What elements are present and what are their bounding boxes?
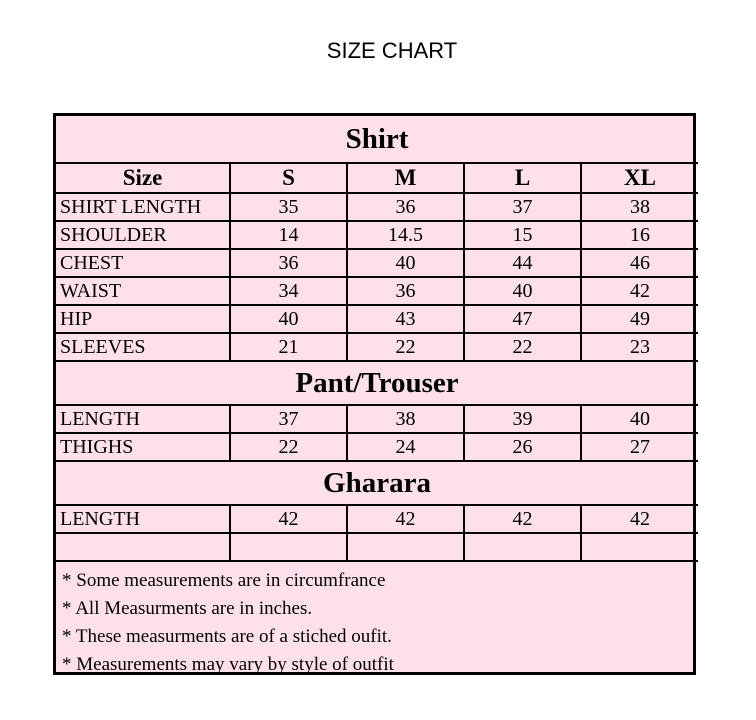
cell-value: 38 bbox=[347, 405, 464, 433]
cell-value: 40 bbox=[347, 249, 464, 277]
cell-value: 40 bbox=[581, 405, 698, 433]
row-label: SLEEVES bbox=[56, 333, 230, 361]
cell-value: 14 bbox=[230, 221, 347, 249]
table-row bbox=[56, 405, 698, 433]
row-label: SHOULDER bbox=[56, 221, 230, 249]
table-row bbox=[56, 505, 698, 533]
cell-value: 37 bbox=[464, 193, 581, 221]
cell-value: 22 bbox=[464, 333, 581, 361]
cell-value: 40 bbox=[464, 277, 581, 305]
table-row bbox=[56, 249, 698, 277]
cell-value: 26 bbox=[464, 433, 581, 461]
section-title: Shirt bbox=[56, 116, 698, 163]
section-header-shirt bbox=[56, 116, 698, 163]
cell-value: 37 bbox=[230, 405, 347, 433]
note-item: * These measurments are of a stiched oufit. bbox=[62, 626, 392, 647]
cell-value bbox=[347, 533, 464, 561]
cell-value bbox=[230, 533, 347, 561]
cell-value: 27 bbox=[581, 433, 698, 461]
section-header-gharara bbox=[56, 461, 698, 505]
cell-value: 47 bbox=[464, 305, 581, 333]
row-label bbox=[56, 533, 230, 561]
page-title: SIZE CHART bbox=[326, 38, 458, 63]
cell-value: 42 bbox=[230, 505, 347, 533]
cell-value: 23 bbox=[581, 333, 698, 361]
size-chart-table bbox=[53, 113, 696, 675]
table-row bbox=[56, 193, 698, 221]
note-item: * Measurements may vary by style of outfit bbox=[62, 654, 394, 675]
cell-value: 42 bbox=[581, 277, 698, 305]
row-label: SHIRT LENGTH bbox=[56, 193, 230, 221]
table-row bbox=[56, 277, 698, 305]
table-row bbox=[56, 433, 698, 461]
section-title: Pant/Trouser bbox=[56, 361, 698, 405]
size-grid bbox=[56, 116, 698, 562]
cell-value: 36 bbox=[347, 277, 464, 305]
cell-value: 15 bbox=[464, 221, 581, 249]
table-row bbox=[56, 333, 698, 361]
cell-value: 24 bbox=[347, 433, 464, 461]
cell-value: 14.5 bbox=[347, 221, 464, 249]
table-row bbox=[56, 221, 698, 249]
cell-value: 36 bbox=[230, 249, 347, 277]
cell-value: 22 bbox=[230, 433, 347, 461]
cell-value: 44 bbox=[464, 249, 581, 277]
cell-value: 43 bbox=[347, 305, 464, 333]
cell-value: 42 bbox=[347, 505, 464, 533]
cell-value: 39 bbox=[464, 405, 581, 433]
size-header-xl: XL bbox=[581, 163, 698, 193]
row-label: THIGHS bbox=[56, 433, 230, 461]
cell-value: 22 bbox=[347, 333, 464, 361]
cell-value: 40 bbox=[230, 305, 347, 333]
cell-value: 46 bbox=[581, 249, 698, 277]
cell-value: 16 bbox=[581, 221, 698, 249]
table-row bbox=[56, 305, 698, 333]
cell-value: 34 bbox=[230, 277, 347, 305]
size-header-row bbox=[56, 163, 698, 193]
row-label: WAIST bbox=[56, 277, 230, 305]
notes-list bbox=[56, 562, 693, 679]
cell-value: 49 bbox=[581, 305, 698, 333]
cell-value: 38 bbox=[581, 193, 698, 221]
note-item: * Some measurements are in circumfrance bbox=[62, 570, 386, 591]
size-header-s: S bbox=[230, 163, 347, 193]
size-header-label: Size bbox=[56, 163, 230, 193]
cell-value bbox=[464, 533, 581, 561]
cell-value bbox=[581, 533, 698, 561]
note-item: * All Measurments are in inches. bbox=[62, 598, 313, 619]
row-label: LENGTH bbox=[56, 505, 230, 533]
row-label: HIP bbox=[56, 305, 230, 333]
cell-value: 35 bbox=[230, 193, 347, 221]
size-header-l: L bbox=[464, 163, 581, 193]
size-header-m: M bbox=[347, 163, 464, 193]
cell-value: 42 bbox=[581, 505, 698, 533]
cell-value: 42 bbox=[464, 505, 581, 533]
cell-value: 21 bbox=[230, 333, 347, 361]
row-label: CHEST bbox=[56, 249, 230, 277]
table-row-empty bbox=[56, 533, 698, 561]
row-label: LENGTH bbox=[56, 405, 230, 433]
cell-value: 36 bbox=[347, 193, 464, 221]
section-header-pant bbox=[56, 361, 698, 405]
section-title: Gharara bbox=[56, 461, 698, 505]
